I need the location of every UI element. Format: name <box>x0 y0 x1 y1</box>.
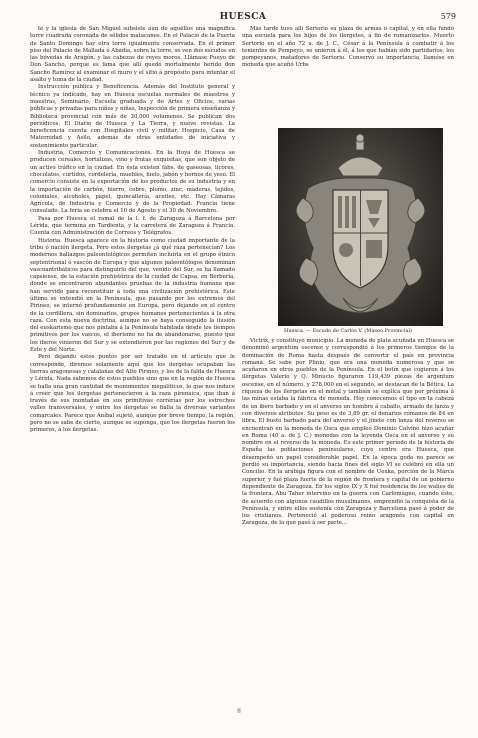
right-column-top <box>242 26 454 121</box>
left-column <box>30 26 235 704</box>
carved-shield-illustration <box>278 128 443 326</box>
footer-mark: ® <box>236 708 242 715</box>
paragraph-education: Instrucción pública y Beneficencia. Además del Instituto general y técnico ya indicado, hay en Huesca escuelas normales de maestros y maestras, Seminario, Escuela graduada y de Artes y Oficios, varias públicas y privadas para niños y niñas, Inspección de primera enseñanza y Biblioteca provincial con más de 30,000 volúmenes. Se publican dos periódicos, El Diario de Huesca y La Tierra, y nueve revistas. La beneficencia cuenta con Hospitales civil y militar, Hospicio, Casa de Maternidad y Asilo, además de otras entidades de iniciativa y sostenimiento particular. <box>30 84 235 149</box>
page-number: 579 <box>440 12 456 21</box>
paragraph-towers: te y la iglesia de San Miguel subsiste aún de aquéllos una magnífica torre cuadrada coronada de sólidos matacanes. En el Palacio de la Puerta de Santo Domingo hay otra torre igualmente conservada. En el primer piso del Palacio de Mallada ó Abadía, sobre la torre, se ven dos escudos en las bóvedas de Aragón, y las cabezas de reyes moros. Llámase Pueyo de Don Sancho, porque es fama que allí quedó mortalmente herido don Sancho Ramírez al examinar el muro y el sitio á propósito para intentar el asalto y toma de la ciudad. <box>30 26 235 84</box>
figure-caption: Huesca. — Escudo de Carlos V. (Museo Provincial) <box>283 328 413 334</box>
coat-of-arms-photo <box>278 128 443 326</box>
paragraph-coinage: Victrix, y constituyó municipio. La moneda de plata acuñada en Huesca se denominó argentum oscense y correspondió á los primeros tiempos de la dominación de Roma hasta después de convertir el país en provincia romana. Se sabe por Plinio, que era una moneda numerosa y que se acuñaron en otros pueblos de la Península. En el botín que cogieron á los ilergetas Valerio y Q. Minucio figuraron 119,439 piezas de argentum oscense, en el número, y 278,000 en el segundo, se destacan de la Bética. La riqueza de los ilergetas en el metal y también se explica que por próxima á las minas estaba la fábrica de moneda. Hoy conocemos el tipo en la cabeza de un ibero barbado y en el anverso un hombre á caballo, armado de lanza y con diversos atributos. Su peso es de 3,89 gr. el denarios romanos de 84 en libra. El busto barbado para del anverso y el jinete con lanza del reverso se encuentran en la moneda de Osca que empleó Dominio Calvino hizo acuñar en Roma (40 a. de J. C.) monedas con la leyenda Osca en el anverso y su nombre en el reverso de la moneda. Es este primer período de la historia de España las poblaciones peninsulares, cuyo centro era Huesca, que desempeñó un papel considerable papel. En la época goda no parece se perdió su importancia, siendo hacia fines del siglo VI se celebró en ella un Concilio. En la arábiga figura con el nombre de Uexka, porción de la Marca superior, y fué plaza fuerte de la región de frontera y capital de un gobierno dependiente de Zaragoza. En los siglos IX y X fué residencia de los walíes de la frontera. Abu Taher intervino en la guerra con Carlomagno, cuando éste, de acuerdo con algunos caudillos musulmanes, emprendió la conquista de la Península, y entre ellos sostenía con Zaragoza y Barcelona pasó á poder de los cristianos. Perteneció al poderoso reino aragonés con capital en Zaragoza, de la que pasó á ser parte... <box>242 338 454 527</box>
paragraph-sertorio: Más tarde tuvo allí Sertorio su plaza de armas ó capital, y en ella fundó una escuela para los hijos de los ilergetes, á fin de romanizarlos. Muerto Sertorio en el año 72 a. de J. C., César á la Península á combatir á los tenientes de Pompeyo, se unieron á él, á los que habían sido partidarios, los pompeyanos, matadores de Sertorio. Conservó su importancia, llamóse en moneda que acuñó Urbs <box>242 26 454 69</box>
running-title: HUESCA <box>219 12 267 22</box>
paragraph-industry: Industria, Comercio y Comunicaciones. En la Hoya de Huesca se producen cereales, hortalizas, vino y frutas exquisitas, que son objeto de un activo tráfico en la ciudad. En ésta existen fábs. de gaseosas, licores, chocolates, curtidos, cordelería, muebles, hielo, jabón y hornos de yeso. El comercio consiste en la exportación de los productos de su industria y en la importación de carbón, hierro, cobre, plomo, zinc, maderas, tejidos, coloniales, alcoholes, papel, quincallería, aceites, etc. Hay Cámaras Agrícola, de Industria y Comercio y de la Propiedad. Francia tiene consulado. La feria se celebra el 10 de Agosto y el 30 de Noviembre. <box>30 150 235 215</box>
paragraph-communications: Pasa por Huesca el ramal de la l. f. de Zaragoza á Barcelona por Lérida, que termina en Tardienta, y la carretera de Zaragoza á Francia. Cuenta con Administración de Correos y Telégrafos. <box>30 215 235 237</box>
page-header <box>30 12 456 26</box>
paragraph-history: Historia. Huesca aparece en la historia como ciudad importante de la tribu ó nación ilergeta. Pero estos ilergetas ¿á qué raza pertenecían? Los modernos hallazgos paleontológicos permiten incluirla en el grupo étnico septentrional ó vascón de Europa y que algunos paleontólogos denominan vascoantribáticos para distinguirlo del que, venido del Sur, se ha llamado capsiense, de la estación prehistórica de la ciudad de Capsa, en Berbería, donde se encontraron abundantes pruebas de la industria humana que han servido para reconstituir á toda una civilización prehistórica. Este último se extendió en la Península, que pasando por los extremos del Pirineo, se internó profundamente en Europa, pero dejando en el centro de la cordillera, sin dominarlos, grupos humanos pertenecientes á la otra raza. Con esta nueva doctrina, aunque no se haya conseguido la ilusión del euskarismo que nos pintaba á la Península habitada desde los tiempos primitivos por los vascos, el iberismo no ha de abandonarse, puesto que los iberos vinieron del Sur y se extendieron por las regiones del Sur y de Este y del Norte. <box>30 237 235 354</box>
right-column-bottom <box>242 338 454 704</box>
paragraph-ilergetes: Pero dejando estos puntos por ser tratado en el artículo que le corresponde, diremos solamente aquí que los ilergetas ocupaban las tierras aragonesas y catalanas del Alto Pirineo, y los de la falda de Huesca y Lérida. Nada sabemos de estos pueblos sino que en la región de Huesca se halla una gran cantidad de monumentos megalíticos, lo que nos induce á creer que los ilergetas pertenecieron á la raza pirenaica, que iban á través de sus montañas en sus primitivas correrías por los estrechos valles transversales, y entre los ilergetas se halla la diversas variantes comarcales. Parece que Aníbal sujetó, aunque por breve tiempo, la región, pero no se sabe de cierto, aunque se suponga, que los ilergetas fueron los primeros, á los ilergetas. <box>30 354 235 434</box>
